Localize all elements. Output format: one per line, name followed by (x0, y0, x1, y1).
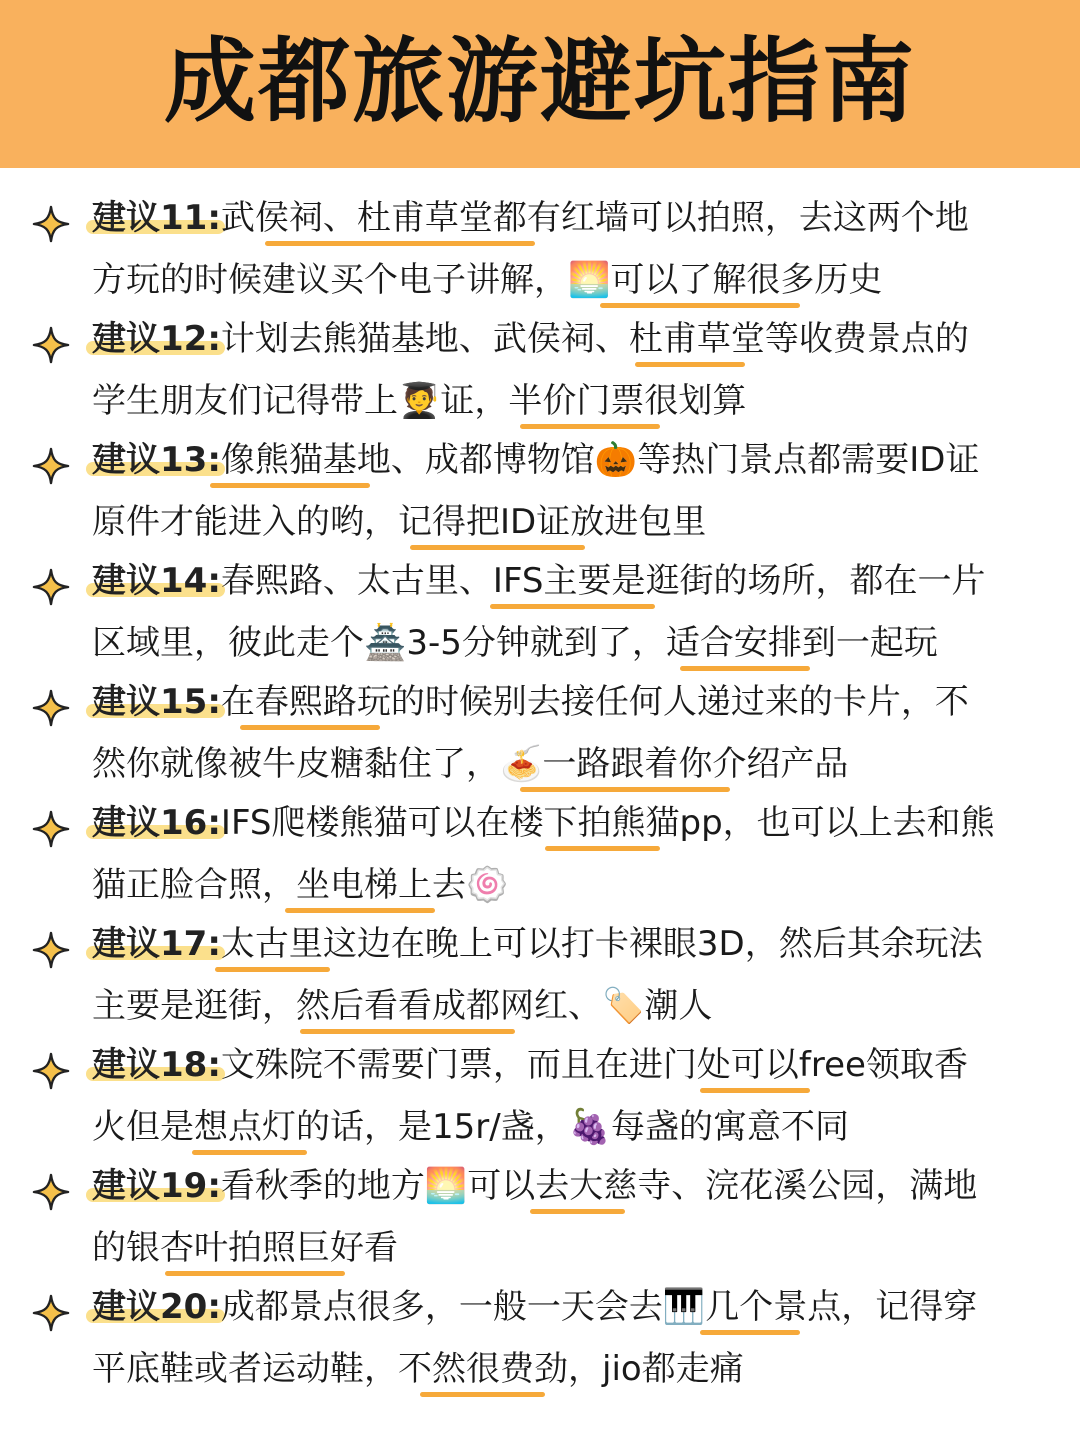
sparkle-star-icon (32, 1173, 70, 1211)
underline-decoration (700, 1088, 810, 1093)
tip-label-text: 建议17: (92, 924, 221, 964)
underline-decoration (420, 1392, 545, 1397)
underline-decoration (700, 1330, 800, 1335)
underline-decoration (545, 846, 660, 851)
tip-text: IFS爬楼熊猫可以在楼下拍熊猫pp，也可以上去和熊 (220, 803, 995, 843)
sparkle-star-icon (32, 931, 70, 969)
tip-text: 在春熙路玩的时候别去接任何人递过来的卡片，不 (220, 682, 969, 722)
tip-label (92, 682, 221, 722)
tip-label (92, 1166, 221, 1206)
tip-item (0, 911, 1080, 1032)
tip-line-1 (92, 429, 1052, 491)
tip-line-1 (92, 671, 1052, 733)
tip-label-text: 建议19: (92, 1166, 221, 1206)
tip-item (0, 669, 1080, 790)
tip-label-text: 建议11: (92, 198, 221, 238)
sparkle-star-icon (32, 205, 70, 243)
tip-label (92, 803, 221, 843)
tip-label (92, 198, 221, 238)
tip-text: 看秋季的地方🌅可以去大慈寺、浣花溪公园，满地 (220, 1166, 978, 1206)
tip-item (0, 185, 1080, 306)
tips-list (0, 185, 1080, 1395)
tip-label (92, 319, 221, 359)
tip-item (0, 548, 1080, 669)
tip-text: 计划去熊猫基地、武侯祠、杜甫草堂等收费景点的 (220, 319, 969, 359)
tip-label (92, 440, 221, 480)
tip-label (92, 924, 221, 964)
tip-line-2: 火但是想点灯的话，是15r/盏，🍇每盏的寓意不同 (92, 1107, 850, 1147)
tip-line-2: 原件才能进入的哟，记得把ID证放进包里 (92, 502, 707, 542)
tip-text: 文殊院不需要门票，而且在进门处可以free领取香 (220, 1045, 968, 1085)
tip-line-2: 区域里，彼此走个🏯3-5分钟就到了，适合安排到一起玩 (92, 623, 938, 663)
tip-line-2: 猫正脸合照，坐电梯上去🍥 (92, 865, 509, 905)
tip-line-2: 学生朋友们记得带上🧑‍🎓证，半价门票很划算 (92, 381, 747, 421)
tip-label (92, 561, 221, 601)
tip-label-text: 建议13: (92, 440, 221, 480)
sparkle-star-icon (32, 810, 70, 848)
tip-item (0, 1153, 1080, 1274)
tip-label-text: 建议15: (92, 682, 221, 722)
underline-decoration (265, 241, 535, 246)
tip-item (0, 1032, 1080, 1153)
tip-label-text: 建议18: (92, 1045, 221, 1085)
tip-label-text: 建议20: (92, 1287, 221, 1327)
tip-item (0, 427, 1080, 548)
tip-text: 武侯祠、杜甫草堂都有红墙可以拍照，去这两个地 (220, 198, 969, 238)
tip-line-2: 方玩的时候建议买个电子讲解，🌅可以了解很多历史 (92, 260, 883, 300)
tip-text: 像熊猫基地、成都博物馆🎃等热门景点都需要ID证 (220, 440, 980, 480)
tip-line-1 (92, 1155, 1052, 1217)
underline-decoration (635, 362, 745, 367)
underline-decoration (215, 967, 330, 972)
tip-item (0, 1274, 1080, 1395)
tip-line-2: 的银杏叶拍照巨好看 (92, 1228, 398, 1268)
sparkle-star-icon (32, 326, 70, 364)
tip-label-text: 建议14: (92, 561, 221, 601)
tip-item (0, 306, 1080, 427)
sparkle-star-icon (32, 1052, 70, 1090)
sparkle-star-icon (32, 1294, 70, 1332)
tip-text: 太古里这边在晚上可以打卡裸眼3D，然后其余玩法 (220, 924, 983, 964)
tip-line-1 (92, 308, 1052, 370)
page-title: 成都旅游避坑指南 (163, 28, 916, 135)
tip-line-1 (92, 187, 1052, 249)
tip-text: 成都景点很多，一般一天会去🎹几个景点，记得穿 (220, 1287, 978, 1327)
tip-item (0, 790, 1080, 911)
tip-label-text: 建议16: (92, 803, 221, 843)
tip-label (92, 1045, 221, 1085)
underline-decoration (240, 725, 380, 730)
underline-decoration (530, 1209, 625, 1214)
tip-line-1 (92, 913, 1052, 975)
sparkle-star-icon (32, 568, 70, 606)
tip-line-2: 然你就像被牛皮糖黏住了，🍝一路跟着你介绍产品 (92, 744, 849, 784)
tip-line-1 (92, 1276, 1052, 1338)
tip-line-1 (92, 792, 1052, 854)
tip-label (92, 1287, 221, 1327)
sparkle-star-icon (32, 689, 70, 727)
tip-text: 春熙路、太古里、IFS主要是逛街的场所，都在一片 (220, 561, 986, 601)
underline-decoration (210, 483, 370, 488)
underline-decoration (490, 604, 655, 609)
tip-label-text: 建议12: (92, 319, 221, 359)
sparkle-star-icon (32, 447, 70, 485)
tip-line-1 (92, 550, 1052, 612)
tip-line-2: 主要是逛街，然后看看成都网红、🏷️潮人 (92, 986, 713, 1026)
tip-line-1 (92, 1034, 1052, 1096)
tip-line-2: 平底鞋或者运动鞋，不然很费劲，jio都走痛 (92, 1349, 744, 1389)
